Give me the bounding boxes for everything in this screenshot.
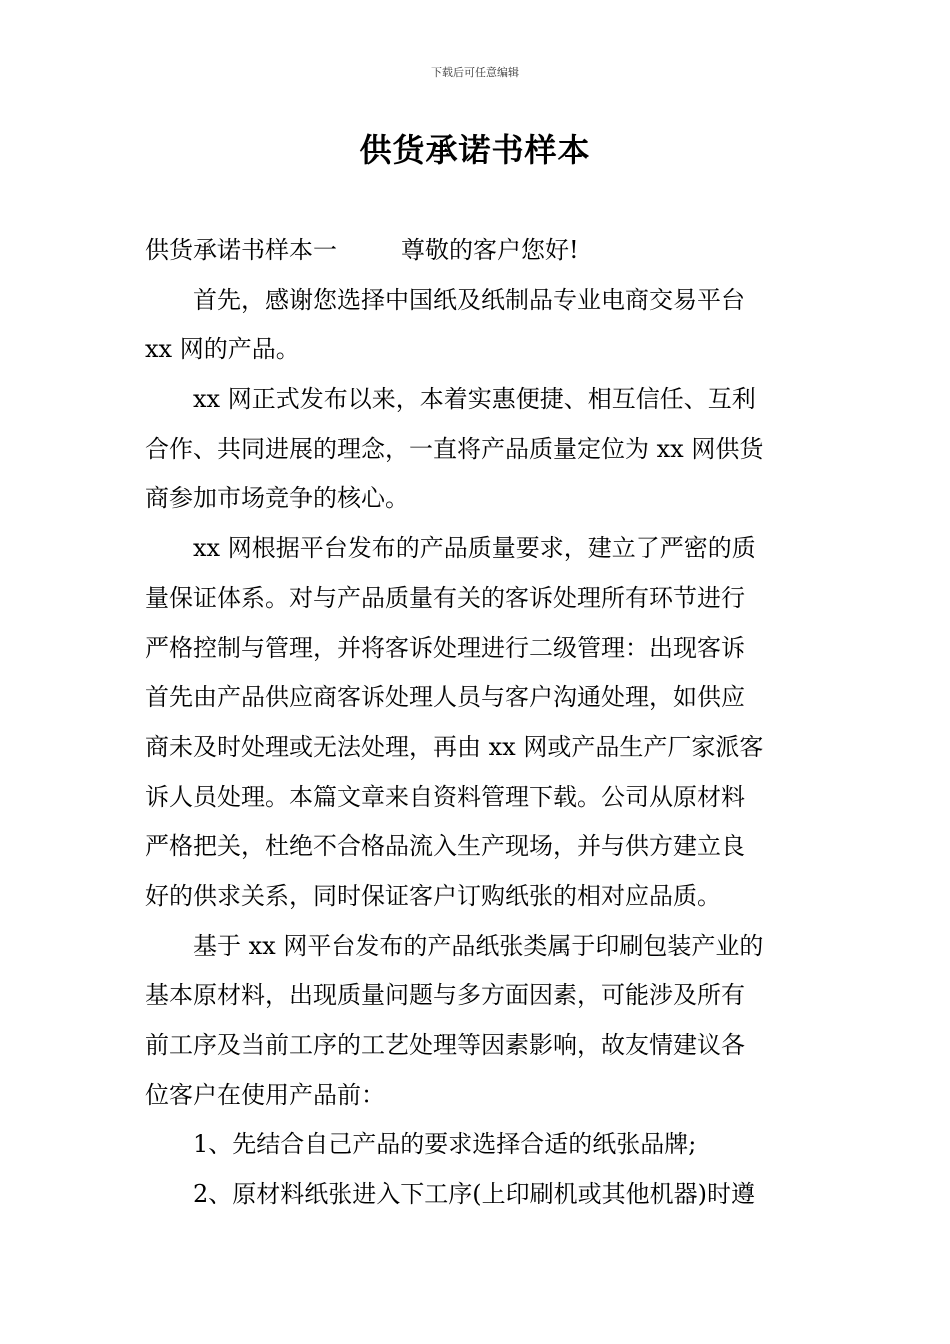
- intro-line: [145, 226, 807, 276]
- text-line: 量保证体系。对与产品质量有关的客诉处理所有环节进行: [145, 583, 745, 612]
- document-title: 供货承诺书样本: [359, 131, 591, 169]
- text-line: 严格控制与管理，并将客诉处理进行二级管理：出现客诉: [145, 633, 745, 662]
- header-note: 下载后可任意编辑: [431, 66, 519, 79]
- text-line: 好的供求关系，同时保证客户订购纸张的相对应品质。: [145, 881, 721, 910]
- paragraph-lines: [145, 276, 807, 1220]
- document-body: [145, 226, 807, 1220]
- intro-spacer: [337, 226, 401, 276]
- text-line: 前工序及当前工序的工艺处理等因素影响，故友情建议各: [145, 1031, 745, 1059]
- text-line: 首先由产品供应商客诉处理人员与客户沟通处理，如供应: [145, 683, 745, 712]
- text-line: 合作、共同进展的理念，一直将产品质量定位为 xx 网供货: [145, 434, 764, 463]
- text-line: 商参加市场竞争的核心。: [145, 484, 409, 513]
- text-line: 首先，感谢您选择中国纸及纸制品专业电商交易平台: [193, 285, 745, 314]
- text-line: 位客户在使用产品前：: [145, 1080, 385, 1109]
- text-line: 严格把关，杜绝不合格品流入生产现场，并与供方建立良: [145, 832, 745, 861]
- intro-heading: 供货承诺书样本一: [145, 236, 337, 264]
- intro-greeting: 尊敬的客户您好!: [401, 236, 579, 264]
- text-line: 基于 xx 网平台发布的产品纸张类属于印刷包装产业的: [193, 931, 764, 960]
- text-line: 诉人员处理。本篇文章来自资料管理下载。公司从原材料: [145, 782, 745, 811]
- text-line: xx 网正式发布以来，本着实惠便捷、相互信任、互利: [193, 385, 756, 414]
- text-line: xx 网的产品。: [145, 335, 300, 364]
- text-line: 1、先结合自己产品的要求选择合适的纸张品牌;: [193, 1130, 697, 1159]
- text-line: 2、原材料纸张进入下工序(上印刷机或其他机器)时遵: [193, 1180, 755, 1209]
- text-line: 基本原材料，出现质量问题与多方面因素，可能涉及所有: [145, 981, 745, 1010]
- text-line: xx 网根据平台发布的产品质量要求，建立了严密的质: [193, 534, 756, 563]
- text-line: 商未及时处理或无法处理，再由 xx 网或产品生产厂家派客: [145, 732, 764, 761]
